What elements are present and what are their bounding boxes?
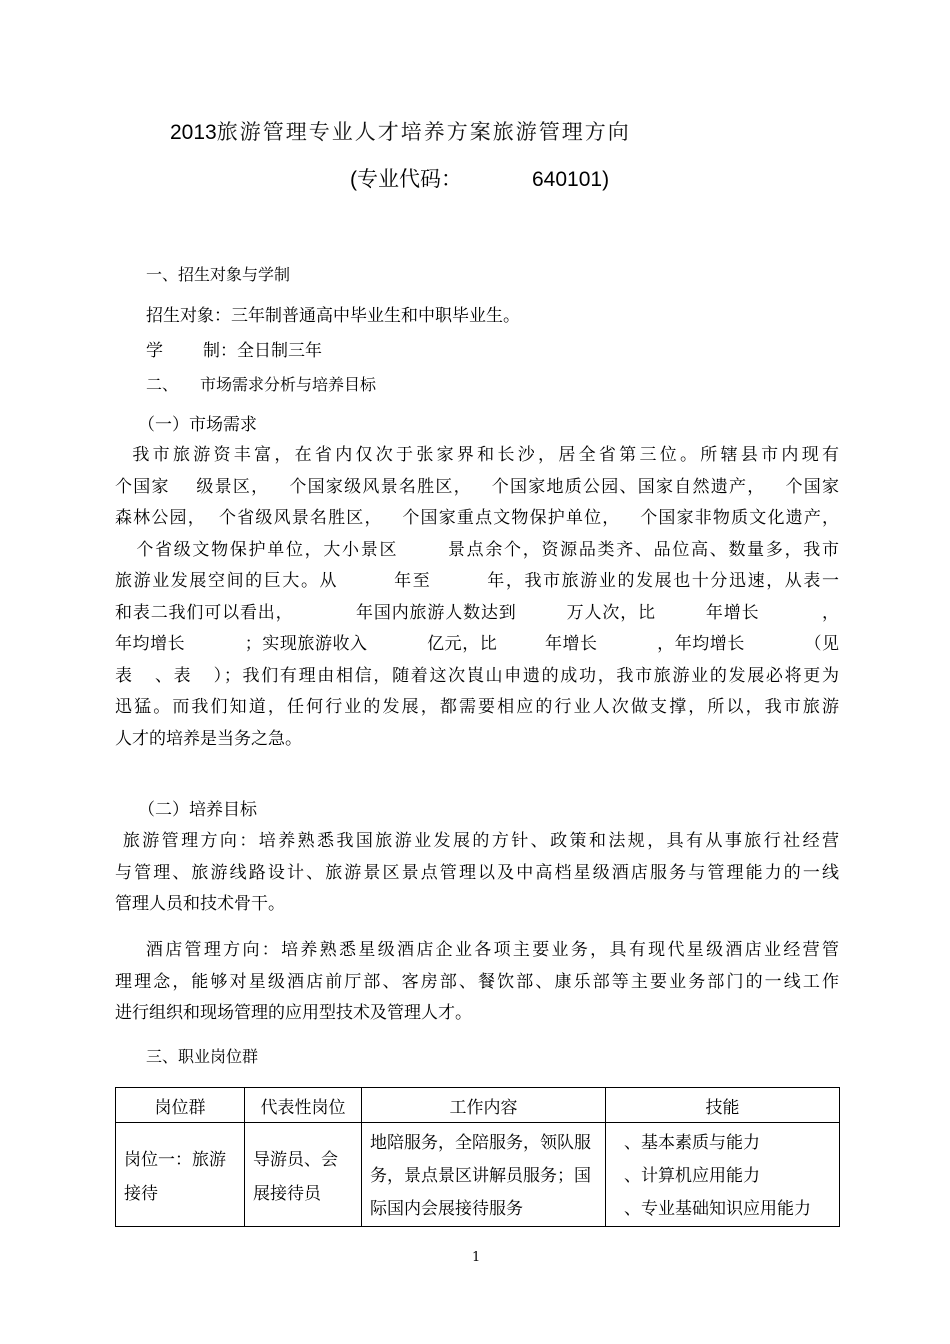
table-header-cell: 技能 (606, 1088, 840, 1123)
table-header-cell: 工作内容 (362, 1088, 606, 1123)
market-line: 个省级文物保护单位，大小景区 景点余个，资源品类齐、品位高、数量多，我市 (115, 539, 839, 560)
market-line: 人才的培养是当务之急。 (115, 728, 302, 749)
job-group-table (115, 1087, 840, 1227)
section-text: 市场需求分析与培养目标 (200, 375, 377, 394)
table-header-cell: 代表性岗位 (245, 1088, 362, 1123)
subheading-market-demand: （一）市场需求 (138, 415, 257, 435)
page-number: 1 (472, 1250, 481, 1265)
section-heading-market (146, 372, 376, 395)
skill-item: 、专业基础知识应用能力 (624, 1199, 811, 1219)
title-heading: 旅游管理专业人才培养方案旅游管理方向 (216, 121, 631, 144)
job-skills-cell (606, 1123, 840, 1227)
table-row (116, 1123, 840, 1227)
market-line: 表 、表 ）；我们有理由相信，随着这次崀山申遗的成功，我市旅游业的发展必将更为 (115, 665, 839, 686)
title-year: 2013 (170, 121, 217, 144)
job-work-cell (362, 1123, 606, 1227)
market-paragraph (115, 440, 839, 755)
market-line: 个国家 级景区， 个国家级风景名胜区， 个国家地质公园、国家自然遗产， 个国家 (115, 476, 839, 497)
section-number: 二、 (146, 375, 179, 394)
program-code: 640101) (532, 168, 610, 191)
goal-hotel-line: 理理念，能够对星级酒店前厅部、客房部、餐饮部、康乐部等主要业务部门的一线工作 (115, 971, 839, 992)
enroll-system-label-a: 学 (146, 341, 163, 361)
market-line: 我市旅游资丰富，在省内仅次于张家界和长沙，居全省第三位。所辖县市内现有 (115, 445, 839, 465)
page-subtitle (350, 163, 609, 193)
market-line: 迅猛。而我们知道，任何行业的发展，都需要相应的行业人次做支撑，所以，我市旅游 (115, 697, 839, 717)
enroll-system (146, 336, 322, 361)
subheading-training-goals: （二）培养目标 (138, 800, 257, 820)
job-group-text: 岗位一：旅游接待 (124, 1149, 226, 1204)
market-line: 森林公园， 个省级风景名胜区， 个国家重点文物保护单位， 个国家非物质文化遗产， (115, 508, 839, 528)
goal-tourism-line: 旅游管理方向：培养熟悉我国旅游业发展的方针、政策和法规，具有从事旅行社经营 (115, 831, 839, 851)
job-positions-text: 导游员、会展接待员 (253, 1149, 338, 1204)
goal-tourism-line: 与管理、旅游线路设计、旅游景区景点管理以及中高档星级酒店服务与管理能力的一线 (115, 862, 839, 883)
table-header-row (116, 1088, 840, 1123)
goal-hotel-paragraph (115, 935, 839, 1030)
goal-hotel-line: 进行组织和现场管理的应用型技术及管理人才。 (115, 1003, 472, 1023)
goal-hotel-line: 酒店管理方向：培养熟悉星级酒店企业各项主要业务，具有现代星级酒店业经营管 (115, 940, 839, 960)
goal-tourism-paragraph (115, 826, 839, 921)
enroll-system-label-b: 制：全日制三年 (203, 341, 322, 361)
subtitle-open: (专业代码： (350, 168, 462, 191)
market-line: 旅游业发展空间的巨大。从 年至 年，我市旅游业的发展也十分迅速，从表一 (115, 571, 839, 591)
skill-item: 、计算机应用能力 (624, 1166, 760, 1186)
section-heading-jobs: 三、职业岗位群 (146, 1047, 259, 1066)
skill-item: 、基本素质与能力 (624, 1133, 760, 1153)
enroll-target: 招生对象：三年制普通高中毕业生和中职毕业生。 (146, 306, 520, 326)
job-positions-cell (245, 1123, 362, 1227)
market-line: 和表二我们可以看出， 年国内旅游人数达到 万人次，比 年增长 ， (115, 602, 839, 623)
goal-tourism-line: 管理人员和技术骨干。 (115, 894, 285, 914)
table-header-cell: 岗位群 (116, 1088, 245, 1123)
page-title (170, 116, 631, 146)
market-line: 年均增长 ；实现旅游收入 亿元，比 年增长 ，年均增长 （见 (115, 634, 839, 654)
job-group-cell (116, 1123, 245, 1227)
section-heading-enrollment: 一、招生对象与学制 (146, 265, 291, 284)
job-work-text: 地陪服务，全陪服务，领队服务，景点景区讲解员服务；国际国内会展接待服务 (370, 1133, 591, 1219)
